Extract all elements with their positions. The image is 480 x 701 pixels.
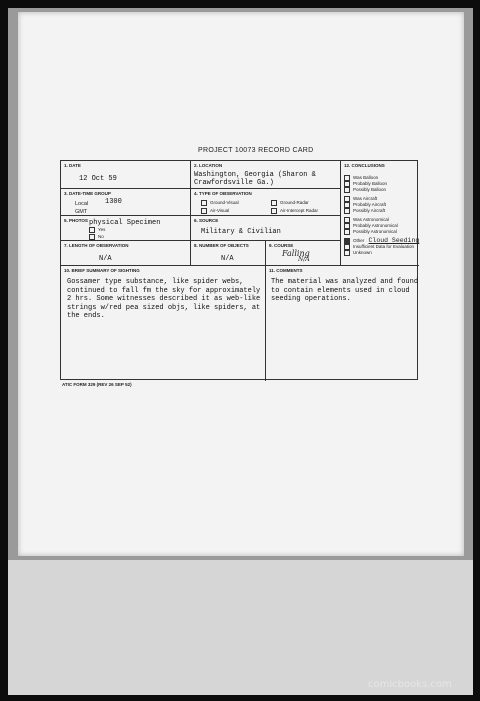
checkbox-air-visual[interactable] [201,208,207,214]
field-location: 2. LOCATION Washington, Georgia (Sharon & Crawfordsville Ga.) [191,161,341,189]
date-value: 12 Oct 59 [79,175,117,183]
field-comments: 11. COMMENTS [269,268,303,273]
field-dtg: 3. DATE-TIME GROUP Local 1300 GMT [61,189,191,216]
form-number: ATIC FORM 329 (REV 26 SEP 52) [62,382,132,387]
card-title: PROJECT 10073 RECORD CARD [198,147,314,154]
number-objects-value: N/A [221,255,234,263]
field-length: 7. LENGTH OF OBSERVATION N/A [61,241,191,266]
summary-text: Gossamer type substance, like spider webs, continued to fall fm the sky for approximately 2 hrs. Some witnesses described it as web-like strings w/red pea sized objs, like spiders, at the ends. [67,278,261,320]
conclusion-group-astronomical: Was Astronomical Probably Astronomical Possibly Astronomical [344,217,419,235]
conclusion-group-balloon: Was Balloon Probably Balloon Possibly Balloon [344,175,419,193]
source-value: Military & Civilian [201,228,281,236]
location-line1: Washington, Georgia (Sharon & [194,171,316,179]
record-card [60,160,418,380]
comments-text: The material was analyzed and found to contain elements used in cloud seeding operations. [271,278,419,303]
checkbox-unknown[interactable] [344,250,350,256]
checkbox-possibly-balloon[interactable] [344,187,350,193]
local-time-value: 1300 [105,198,122,206]
field-date: 1. DATE 12 Oct 59 [61,161,191,189]
field-summary: 10. BRIEF SUMMARY OF SIGHTING [61,266,266,381]
checkbox-photos-yes[interactable] [89,227,95,233]
conclusion-group-aircraft: Was Aircraft Probably Aircraft Possibly Aircraft [344,196,419,214]
length-value: N/A [99,255,112,263]
field-number-objects: 8. NUMBER OF OBJECTS N/A [191,241,266,266]
field-conclusions: 12. CONCLUSIONS [341,161,419,266]
course-handwritten-2: N/A [298,256,310,263]
other-value: Cloud Seeding [368,237,420,245]
conclusions-list [344,175,419,259]
course-handwritten-1: Falling [282,249,310,258]
field-type-observation: 4. TYPE OF OBSERVATION Ground-Visual Ground-Radar Air-Visual Air-Intercept Radar [191,189,341,216]
checkbox-ground-visual[interactable] [201,200,207,206]
field-source: 6. SOURCE Military & Civilian [191,216,341,241]
conclusion-group-other: Other Cloud Seeding Insufficient Data for Evaluation Unknown [344,238,419,256]
field-photos: 5. PHOTOS physical Specimen Yes No [61,216,191,241]
backing-sheet [8,560,473,695]
location-line2: Crawfordsville Ga.) [194,179,274,187]
watermark: comicbooks.com [368,679,452,690]
checkbox-ground-radar[interactable] [271,200,277,206]
checkbox-possibly-astronomical[interactable] [344,229,350,235]
checkbox-possibly-aircraft[interactable] [344,208,350,214]
photos-value: physical Specimen [89,219,161,227]
field-course: 9. COURSE Falling N/A [266,241,341,266]
checkbox-air-intercept-radar[interactable] [271,208,277,214]
checkbox-photos-no[interactable] [89,234,95,240]
